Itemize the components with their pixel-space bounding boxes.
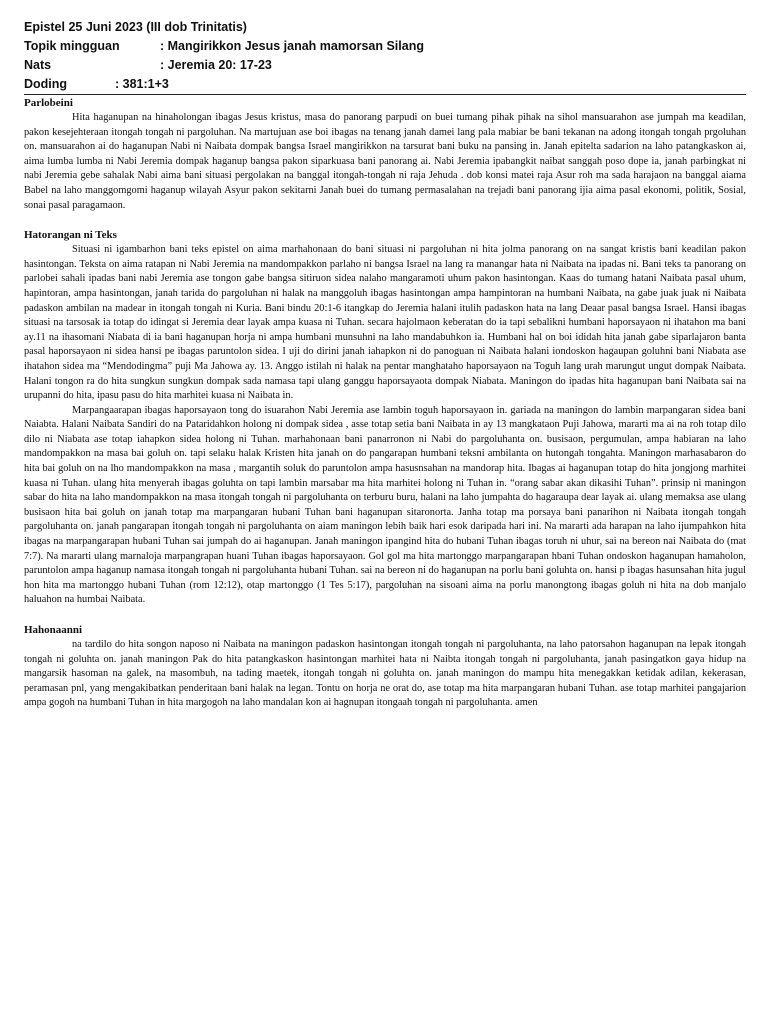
- document-page: [24, 18, 746, 711]
- doding-row: [24, 75, 746, 94]
- section-heading-hatorangan: Hatorangan ni Teks: [24, 229, 117, 242]
- doding-label: Doding: [24, 77, 68, 91]
- topik-value: : Mangirikkon Jesus janah mamorsan Silang: [160, 39, 424, 53]
- header-divider: [24, 94, 746, 95]
- section-heading-parlobeini: Parlobeini: [24, 97, 73, 109]
- nats-row: [24, 56, 746, 75]
- document-title: Epistel 25 Juni 2023 (III dob Trinitatis): [24, 20, 247, 34]
- doding-value: : 381:1+3: [115, 77, 169, 91]
- document-header: [24, 18, 746, 94]
- nats-value: : Jeremia 20: 17-23: [160, 58, 272, 72]
- paragraph-hatorangan-2: Marpangaarapan ibagas haporsayaon tong do isuarahon Nabi Jeremia ase lambin toguh haporsayaon in. gariada na maningon do lambin marpangaran sidea bani Naiabta. Halani Naibata Sandiri do na Pataridahkon holong ni dompak sidea , asse totap setia bani Naibata in ay 13 mangkataon Puji Jahowa, mararti ma ai na roh totap dilo dilo ni Niabata ase totap iahapkon sidea holong ni Tuhan. marhahonaan bani panarronon ni Nabi do pargoluhanta on. busisaon, pergumulan, ampa habiaran na laho mandompakkon na masa bai goluh on. tapi selaku halak Kristen hita janah on do pangarapan humbani teksni ambilanta on hutongah tongahta. Maningon marhasabaron do hita bai goluh on na lho mandompakkon na masa , margantih soluk do paruntolon ampa hasusnsahan na mandorap hita. Ibagas ai haganupan totap do hita jongjong marhitei kuasa ni Tuhan. ulang hita menyerah ibagas goluhta on tapi lambin marsabar ma hita marhitei holong ni Tuhan in. “orang sabar akan dikasihi Tuhan”. prinsip ni maningon sabar do hita na laho mandompakkon na masa itongah tongah ni pargoluhanta on terburu buru, halani na laho jumpahta do hagaraupa dear layak ai. ulang memaksa ase ulang busisaon hita bai goluh on janah totap ma marpangaran hubani Tuhan bani haganupan sitaronorta. Janha totap ma porsaya bani panarihon ni Naibata itongah tongah pargoluhanta on. janah pangarapan itongah tongah ni pargoluhanta on aiam maningon lebih baik hari esok daripada hari ini. Na mararti ada harapan na laho ijumpahkon hita ibagas na marpangarapan hubani Tuhan sai jumpah do ai haganupan. Janah maningon ipangind hita do hubani Tuhan ibagas toruh ni uhur, sai na bereon nai Naibata do (mat 7:7). Na mararti ulang marnaloja marpangrapan huani Tuhan ibagas haporsayaon. Gol gol ma hita martonggo marpangarapan hbani Tuhan ondoskon haganupan hamaholon, paruntolon ampa haganup namasa itongah tongah ni pargoluhanta hubani Tuhan. sai na bereon ni do haganupan na porlu bani goluhta on. hansi p ibagas hasunsahan hita jugul hon hita ma martonggo hubani Tuhan (rom 12:12), otap martonggo (1 Tes 5:17), pargoluhan na sisoani aima na porlu manongtong ibagas goluh ni hita na dob manjalo haluahon na humbai Naibata.: [24, 404, 746, 606]
- section-spacer: [24, 608, 746, 623]
- topik-row: [24, 37, 746, 56]
- section-heading-hahonaanni: Hahonaanni: [24, 624, 83, 636]
- paragraph-hatorangan-1: Situasi ni igambarhon bani teks epistel on aima marhahonaan do bani situasi ni pargoluhan ni hita jolma panorang on na sangat kristis bani keadilan pakon hasintongan. Teksta on aima ratapan ni Nabi Jeremia na mandompakkon parlaho ni bangsa Israel na lang ra manangar hata ni Naibata na ipadas ni. Bani teks ta panorang on parlobei sahali ipadas bani nabi Jeremia ase tongon gabe bangsa sitiruon sidea nalaho mangaramoti uhum pakon hasintongan. Kaas do tumang hatani Naibata pasal uhum, hapintoran, ampa hasintongan, janah tarida do pargoluhan ni halak na manggoluh ibagas hasintongan ampa hampintoran na humbani Naibata, na gabe juak juak ni Naibata padaskon ambilan na madear in itongah tongah ni Kuria. Bani bindu 20:1-6 itangkap do Jeremia halani itulih padaskon hata na lang Deaar pasal bangsa Israel. Hansi ibagas situasi na tarsosak ia totap do idingat si Jeremia dear layak ampa kuasa ni Tuhan. secara hajolmaon keberatan do ia tapi sebalikni humbani haporsayaon ni ihatahon ma bani ay.11 na ihasomani Niabata di ia bani haganupan horja ni ampa humbani munsuhni na laho mandabuhkon ia. Humbani hal on boi ididah hita janah gabe siparlajaron banta pasal haporsayaon ni sidea hansi pe ibagas paruntolon sidea. I uji do dirini janah iahapkon ni do panoguan ni Naibata halani iondoskon hagaupan goluhni bani Niabata ase ihatahon sidea ma “Mendodingma” puji Ma Jahowa ay. 13. Anggo istilah ni halak na pentar manghataho haporsayaon na Toguh lang urah marungut ungut dompak Naibata. Halani tongon ra do hita sungkun sungkun dompak sada namasa tapi ulang ganggu haporsayaota dompak Niabata. Maningon do ipadas hita haganupan bani Naibata sai na urupanni do hita, ipasu pasu do hita marhitei kuasa ni Naibata in.: [24, 244, 746, 402]
- topik-label: Topik mingguan: [24, 39, 120, 53]
- paragraph-parlobeini: Hita haganupan na hinaholongan ibagas Jesus kristus, masa do panorang parpudi on buei tumang pihak pihak na sihol mansuarahon ase jumpah ma keadilan, pakon kesejehteraan itongah tongah ni pargoluhan. Na martujuan ase boi ibagas na tenang janah damei lang pala mabiar be bani tekanan na adong itongah tongah prgoluhan on. mansuarahon ai do haganupan Nabi ni Naibata dompak bangsa Israel mangirikkon na tarsurat bani buku na pansing in. Janah epitelta sadarion na laho patangkaskon ai, aima lumba lumba ni Nabi Jeremia dompak haganup bangsa pakon siparkuasa bani panorang ai. Nabi Jeremia ipabangkit naibat sanggah poso dope ia, janah parbingkat ni nabi Jeremia gebe sahalak Nabi aima bani situasi pergolakan na banggal itongah-tongah ni raja Jehuda . dob konsi matei raja Asur roh ma sada harajaon na banggal aiama Babel na laho manggomgomi haganup wilayah Asyur pakon sekitarni Janah buei do tumang permasalahan na trejadi bani panorang ijia aima pasal ekonomi, politik, Sosial, sonai pasal paragamaon.: [24, 112, 746, 211]
- nats-label: Nats: [24, 58, 52, 72]
- section-spacer: [24, 213, 746, 228]
- paragraph-hahonaanni: na tardilo do hita songon naposo ni Naibata na maningon padaskon hasintongan itongah tongah ni pargoluhanta, na laho patorsahon haganupan na lepak itongah tongah ni goluhta on. janah maningon Pak do hita patangkaskon hasintongan marhitei hata ni Naibta itongah tongah ni pargoluhanta, janah pasingatkon gaya hidup na mangarsik hasoman na galek, na masombuh, na tading maetek, itongah tongah ni goluhta on. janah maningon do mampu hita menegakkan ketidak adilan, kekerasan, peramasan pnl, yang mengakibatkan penderitaan bani halak na legan. Tontu on horja ne orat do, ase totap ma hita marpangaran hubani Tuhan. ase totap marhitei pangajarion ampa gogoh na humbani Tuhan in hita margogoh na laho mandalan kon ai hagnupan itongaah tongah ni pargoluhanta. amen: [24, 639, 746, 709]
